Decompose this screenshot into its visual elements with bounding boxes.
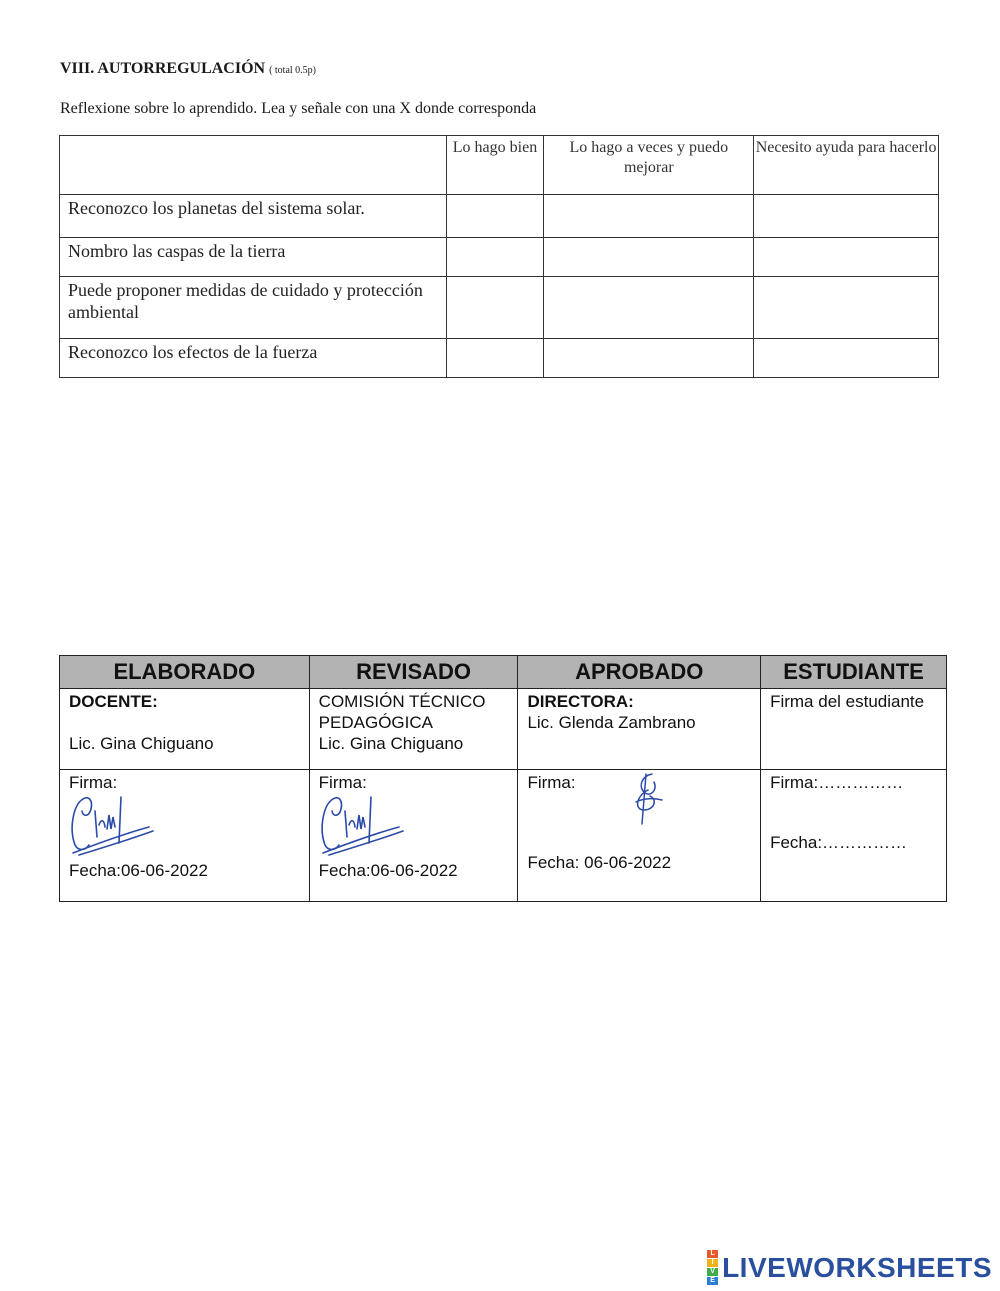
check-cell[interactable] [754,195,939,238]
aprobado-role-cell [518,689,761,770]
docente-name: Lic. Gina Chiguano [69,734,214,753]
check-cell[interactable] [754,339,939,378]
check-cell[interactable] [446,277,544,339]
check-cell[interactable] [754,277,939,339]
firma-label: Firma: [69,773,118,792]
comision-label-line1: COMISIÓN TÉCNICO [318,692,486,711]
row-label: Reconozco los efectos de la fuerza [60,339,447,378]
roles-row [60,689,947,770]
brand-name: LIVEWORKSHEETS [722,1251,992,1283]
header-blank [60,136,447,195]
firma-label: Firma: [527,773,576,792]
logo-letter: I [707,1259,718,1267]
self-evaluation-table [59,135,939,378]
brand-logo-icon [707,1250,718,1285]
comision-label-line2: PEDAGÓGICA [318,713,433,732]
revisor-name: Lic. Gina Chiguano [318,734,464,753]
estudiante-firma-cell [761,770,947,902]
liveworksheets-logo [707,1250,992,1285]
row-label: Puede proponer medidas de cuidado y protección ambiental [60,277,447,339]
logo-letter: L [707,1250,718,1258]
header-lo-hago-bien: Lo hago bien [446,136,544,195]
firma-estudiante-label: Firma del estudiante [770,692,925,711]
section-title [60,60,316,78]
check-cell[interactable] [544,339,754,378]
signature-image [319,793,409,857]
check-cell[interactable] [544,277,754,339]
table-row [60,339,939,378]
table-row [60,238,939,277]
directora-name: Lic. Glenda Zambrano [527,713,696,732]
elaborado-role-cell [60,689,310,770]
firma-row [60,770,947,902]
header-aprobado: APROBADO [518,656,761,689]
table-row [60,195,939,238]
check-cell[interactable] [446,339,544,378]
row-label: Reconozco los planetas del sistema solar. [60,195,447,238]
header-necesito-ayuda: Necesito ayuda para hacerlo [754,136,939,195]
section-title-text: VIII. AUTORREGULACIÓN [60,60,266,77]
header-lo-hago-a-veces: Lo hago a veces y puedo mejorar [544,136,754,195]
table-row [60,277,939,339]
instruction-text: Reflexione sobre lo aprendido. Lea y señale con una X donde corresponda [60,100,537,117]
elaborado-firma-cell [60,770,310,902]
signature-image [69,793,159,857]
check-cell[interactable] [446,238,544,277]
signature-header-row [60,656,947,689]
aprobado-firma-cell [518,770,761,902]
directora-label: DIRECTORA: [527,692,634,711]
header-estudiante: ESTUDIANTE [761,656,947,689]
estudiante-role-cell [761,689,947,770]
fecha-text: Fecha: 06-06-2022 [527,853,672,872]
section-points: ( total 0.5p) [269,65,317,76]
signature-table [59,655,947,902]
logo-letter: V [707,1268,718,1276]
revisado-firma-cell [309,770,518,902]
row-label: Nombro las caspas de la tierra [60,238,447,277]
signature-image [628,772,668,828]
check-cell[interactable] [754,238,939,277]
firma-estudiante-line: Firma:…………… [770,773,904,792]
header-revisado: REVISADO [309,656,518,689]
logo-letter: E [707,1277,718,1285]
docente-label: DOCENTE: [69,692,158,711]
table-header-row [60,136,939,195]
check-cell[interactable] [544,195,754,238]
fecha-estudiante-line: Fecha:…………… [770,833,908,852]
check-cell[interactable] [544,238,754,277]
fecha-text: Fecha:06-06-2022 [69,861,208,880]
revisado-role-cell [309,689,518,770]
header-elaborado: ELABORADO [60,656,310,689]
fecha-text: Fecha:06-06-2022 [318,861,458,880]
check-cell[interactable] [446,195,544,238]
firma-label: Firma: [318,773,367,792]
